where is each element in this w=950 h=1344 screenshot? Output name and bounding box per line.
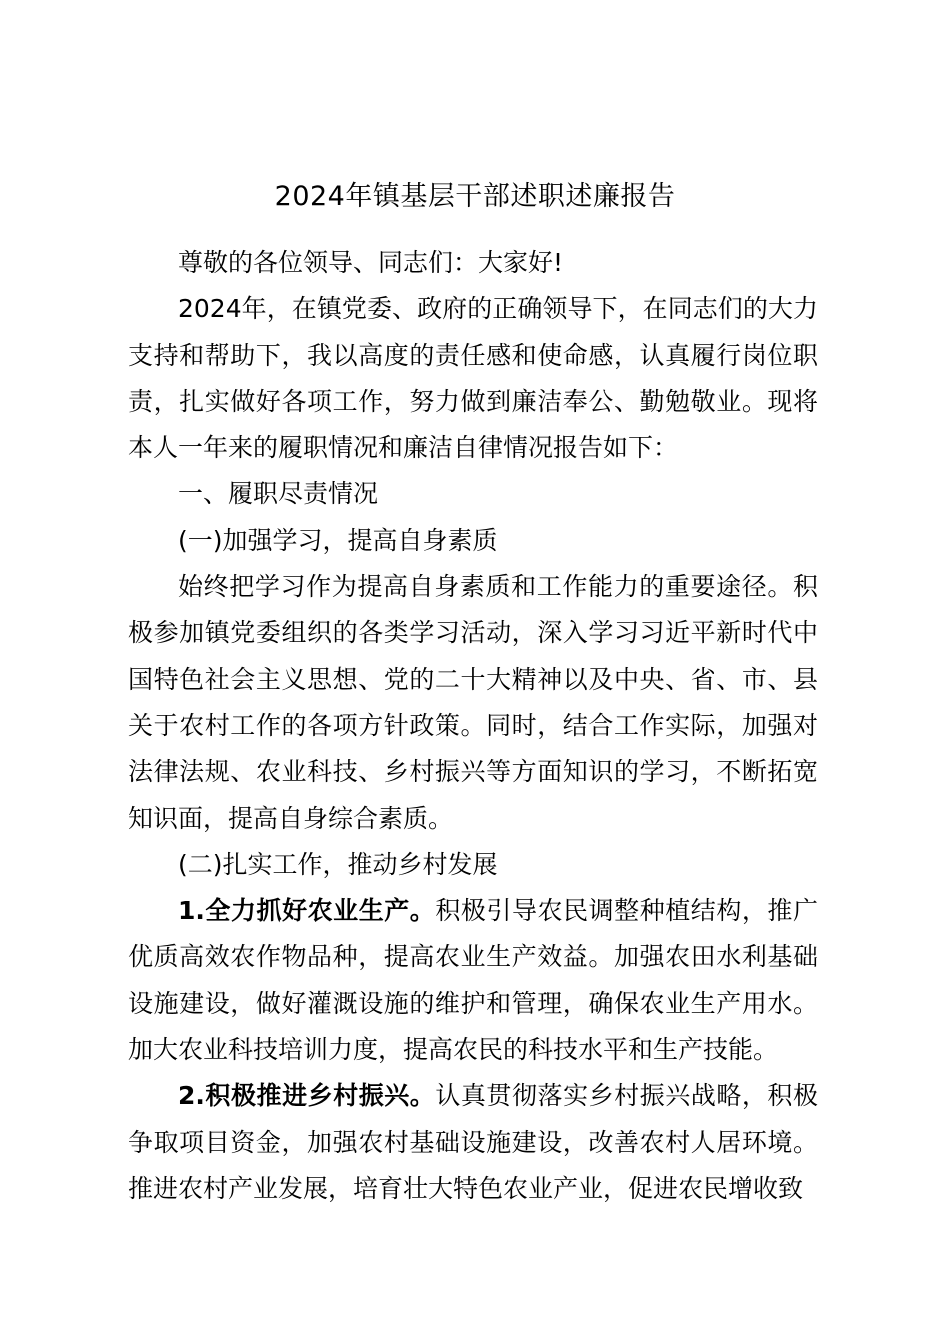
document-title: 2024年镇基层干部述职述廉报告 [274, 181, 676, 212]
paragraph-lead: 1.全力抓好农业生产。 [178, 896, 436, 926]
paragraph-intro [128, 286, 818, 471]
paragraph-text: 始终把学习作为提高自身素质和工作能力的重要途径。积极参加镇党委组织的各类学习活动，深入学习习近平新时代中国特色社会主义思想、党的二十大精神以及中央、省、市、县关于农村工作的各项方针政策。同时，结合工作实际，加强对法律法规、农业科技、乡村振兴等方面知识的学习，不断拓宽知识面，提高自身综合素质。 [128, 572, 818, 833]
subsection-heading [128, 518, 818, 564]
paragraph-agriculture [128, 888, 818, 1073]
paragraph-text: 认真贯彻落实乡村振兴战略，积极争取项目资金，加强农村基础设施建设，改善农村人居环境。推进农村产业发展，培育壮大特色农业产业，促进农民增收致 [128, 1081, 818, 1203]
paragraph-text: (二)扎实工作，推动乡村发展 [178, 849, 498, 879]
paragraph-lead: 2.积极推进乡村振兴。 [178, 1081, 436, 1111]
paragraph-text: 2024年，在镇党委、政府的正确领导下，在同志们的大力支持和帮助下，我以高度的责任感和使命感，认真履行岗位职责，扎实做好各项工作，努力做到廉洁奉公、勤勉敬业。现将本人一年来的履职情况和廉洁自律情况报告如下： [128, 294, 818, 463]
document-body [128, 240, 818, 1212]
paragraph-greeting [128, 240, 818, 286]
paragraph-text: 尊敬的各位领导、同志们：大家好! [178, 248, 564, 277]
paragraph-study [128, 564, 818, 842]
subsection-heading [128, 842, 818, 888]
paragraph-revitalization [128, 1073, 818, 1212]
section-heading [128, 471, 818, 517]
paragraph-text: (一)加强学习，提高自身素质 [178, 525, 498, 555]
paragraph-text: 积极引导农民调整种植结构，推广优质高效农作物品种，提高农业生产效益。加强农田水利基础设施建设，做好灌溉设施的维护和管理，确保农业生产用水。加大农业科技培训力度，提高农民的科技水平和生产技能。 [128, 896, 818, 1065]
paragraph-text: 一、履职尽责情况 [178, 479, 379, 509]
